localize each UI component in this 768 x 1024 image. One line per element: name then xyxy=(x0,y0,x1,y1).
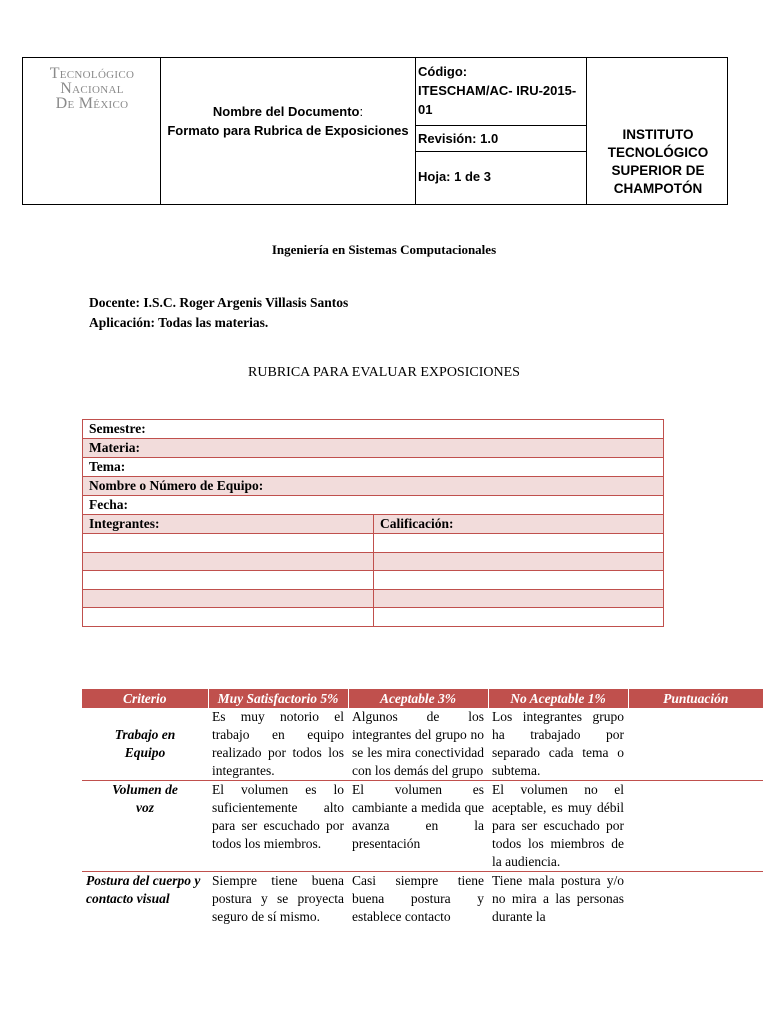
doc-name-label: Nombre del Documento xyxy=(212,104,360,119)
criterion-cell: Volumen de voz xyxy=(82,781,208,872)
program-name: Ingeniería en Sistemas Computacionales xyxy=(271,242,497,257)
doc-name-value: Formato para Rubrica de Exposiciones xyxy=(167,123,409,138)
rubric-title: RUBRICA PARA EVALUAR EXPOSICIONES xyxy=(248,365,520,380)
member-cell xyxy=(83,534,374,553)
institute-name: INSTITUTO TECNOLÓGICO SUPERIOR DE CHAMPOTÓN xyxy=(607,127,709,196)
members-header: Integrantes: xyxy=(83,515,374,534)
header-muy-satisfactorio: Muy Satisfactorio 5% xyxy=(208,689,348,708)
grade-cell xyxy=(374,571,664,590)
teacher-line: Docente: I.S.C. Roger Argenis Villasis Santos xyxy=(89,295,349,310)
page-number: Hoja: 1 de 3 xyxy=(418,169,491,184)
document-name xyxy=(161,102,415,140)
criterion-cell: Trabajo en Equipo xyxy=(82,708,208,781)
logo-line-2: Nacional xyxy=(60,80,124,97)
code-cell xyxy=(416,58,586,126)
header-no-aceptable: No Aceptable 1% xyxy=(488,689,628,708)
grade-header: Calificación: xyxy=(374,515,664,534)
not-acceptable-cell: El volumen no el aceptable, es muy débil para ser escuchado por todos los miembros de la audiencia. xyxy=(488,781,628,872)
revision: Revisión: 1.0 xyxy=(416,126,586,152)
table-row xyxy=(82,781,763,872)
header-criterio: Criterio xyxy=(82,689,208,708)
criterion-cell: Postura del cuerpo y contacto visual xyxy=(86,873,201,906)
rubric-header-row xyxy=(82,689,763,708)
member-cell xyxy=(83,608,374,627)
form-field-materia: Materia: xyxy=(83,439,664,458)
logo-line-1: Tecnológico xyxy=(49,65,135,82)
institute-cell xyxy=(587,58,729,204)
score-cell xyxy=(628,872,763,927)
very-satisfactory-cell: Es muy notorio el trabajo en equipo realizado por todos los integrantes. xyxy=(208,708,348,781)
logo-cell xyxy=(23,58,161,204)
evaluation-form xyxy=(82,419,664,627)
not-acceptable-cell: Tiene mala postura y/o no mira a las personas durante la xyxy=(492,873,624,924)
form-field-semestre: Semestre: xyxy=(83,420,664,439)
code-value: ITESCHAM/AC- IRU-2015-01 xyxy=(418,83,577,117)
rubric-table xyxy=(82,689,763,926)
form-field-fecha: Fecha: xyxy=(83,496,664,515)
score-cell xyxy=(628,708,763,781)
member-cell xyxy=(83,571,374,590)
not-acceptable-cell: Los integrantes grupo ha trabajado por separado cada tema o subtema. xyxy=(488,708,628,781)
doc-name-colon: : xyxy=(359,104,364,119)
code-label: Código: xyxy=(418,64,468,79)
header-puntuacion: Puntuación xyxy=(628,689,763,708)
grade-cell xyxy=(374,589,664,608)
member-cell xyxy=(83,589,374,608)
logo-line-3: De México xyxy=(55,95,129,112)
document-meta-cell xyxy=(416,58,587,204)
very-satisfactory-cell: Siempre tiene buena postura y se proyecta seguro de sí mismo. xyxy=(212,873,344,924)
table-row xyxy=(82,708,763,781)
score-cell xyxy=(628,781,763,872)
form-field-equipo: Nombre o Número de Equipo: xyxy=(83,477,664,496)
form-field-tema: Tema: xyxy=(83,458,664,477)
member-cell xyxy=(83,552,374,571)
document-name-cell xyxy=(161,58,416,204)
tecnm-logo xyxy=(29,66,155,111)
acceptable-cell: El volumen es cambiante a medida que avanza en la presentación xyxy=(348,781,488,872)
application-line: Aplicación: Todas las materias. xyxy=(89,315,269,330)
very-satisfactory-cell: El volumen es lo suficientemente alto para ser escuchado por todos los miembros. xyxy=(208,781,348,872)
table-row xyxy=(82,872,763,927)
grade-cell xyxy=(374,534,664,553)
acceptable-cell: Algunos de los integrantes del grupo no se les mira conectividad con los demás del grupo xyxy=(348,708,488,781)
grade-cell xyxy=(374,552,664,571)
grade-cell xyxy=(374,608,664,627)
header-aceptable: Aceptable 3% xyxy=(348,689,488,708)
document-header xyxy=(22,57,728,205)
acceptable-cell: Casi siempre tiene buena postura y establece contacto xyxy=(352,873,484,924)
